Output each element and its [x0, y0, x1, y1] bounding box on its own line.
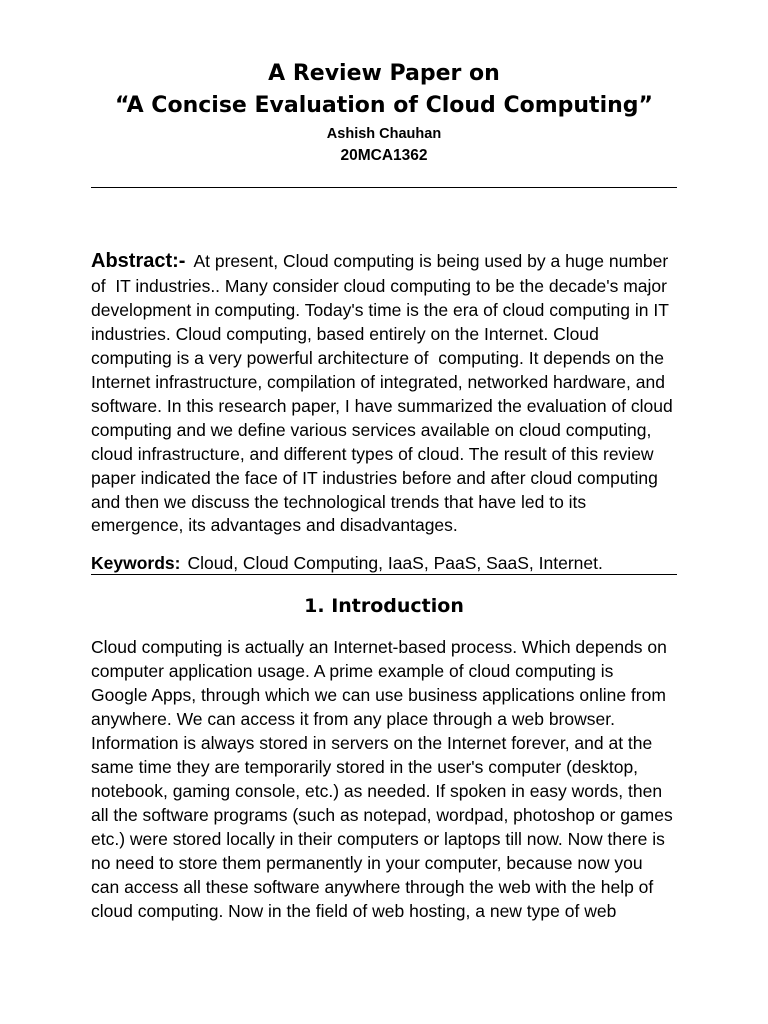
- keywords-text: Cloud, Cloud Computing, IaaS, PaaS, SaaS, Internet.: [187, 553, 603, 573]
- intro-line: Cloud computing is actually an Internet-based process. Which depends on: [91, 637, 667, 657]
- intro-line: no need to store them permanently in your computer, because now you: [91, 853, 643, 873]
- paper-title-line-2: “A Concise Evaluation of Cloud Computing”: [115, 93, 653, 118]
- intro-line: Google Apps, through which we can use business applications online from: [91, 685, 666, 705]
- intro-line: anywhere. We can access it from any place through a web browser.: [91, 709, 615, 729]
- abstract-line: cloud infrastructure, and different types of cloud. The result of this review: [91, 444, 654, 464]
- abstract-line: Internet infrastructure, compilation of integrated, networked hardware, and: [91, 372, 665, 392]
- abstract-line: paper indicated the face of IT industries before and after cloud computing: [91, 468, 658, 488]
- intro-line: computer application usage. A prime example of cloud computing is: [91, 661, 614, 681]
- author-id: 20MCA1362: [340, 147, 428, 164]
- abstract-line: of IT industries.. Many consider cloud computing to be the decade's major: [91, 276, 667, 296]
- abstract-first-line: [91, 249, 668, 273]
- intro-line: Information is always stored in servers on the Internet forever, and at the: [91, 733, 653, 753]
- keywords-line: [91, 551, 603, 575]
- intro-line: can access all these software anywhere through the web with the help of: [91, 877, 654, 897]
- intro-line: all the software programs (such as notepad, wordpad, photoshop or games: [91, 805, 673, 825]
- title-divider: [91, 187, 677, 188]
- paper-title-line-1: A Review Paper on: [268, 61, 500, 86]
- section-heading: 1. Introduction: [304, 595, 464, 617]
- intro-line: same time they are temporarily stored in the user's computer (desktop,: [91, 757, 639, 777]
- keywords-label: Keywords:: [91, 553, 181, 573]
- abstract-line: development in computing. Today's time is the era of cloud computing in IT: [91, 300, 669, 320]
- intro-line: cloud computing. Now in the field of web hosting, a new type of web: [91, 901, 617, 921]
- abstract-line: computing is a very powerful architecture of computing. It depends on the: [91, 348, 664, 368]
- author-name: Ashish Chauhan: [326, 126, 442, 142]
- intro-line: etc.) were stored locally in their computers or laptops till now. Now there is: [91, 829, 665, 849]
- intro-line: notebook, gaming console, etc.) as needed. If spoken in easy words, then: [91, 781, 663, 801]
- abstract-line: software. In this research paper, I have summarized the evaluation of cloud: [91, 396, 673, 416]
- abstract-line: and then we discuss the technological trends that have led to its: [91, 492, 587, 512]
- abstract-line: At present, Cloud computing is being used by a huge number: [193, 251, 669, 271]
- abstract-line: industries. Cloud computing, based entirely on the Internet. Cloud: [91, 324, 599, 344]
- abstract-line: emergence, its advantages and disadvantages.: [91, 515, 458, 535]
- abstract-line: computing and we define various services available on cloud computing,: [91, 420, 652, 440]
- abstract-label: Abstract:-: [91, 250, 186, 272]
- keywords-divider: [91, 574, 677, 575]
